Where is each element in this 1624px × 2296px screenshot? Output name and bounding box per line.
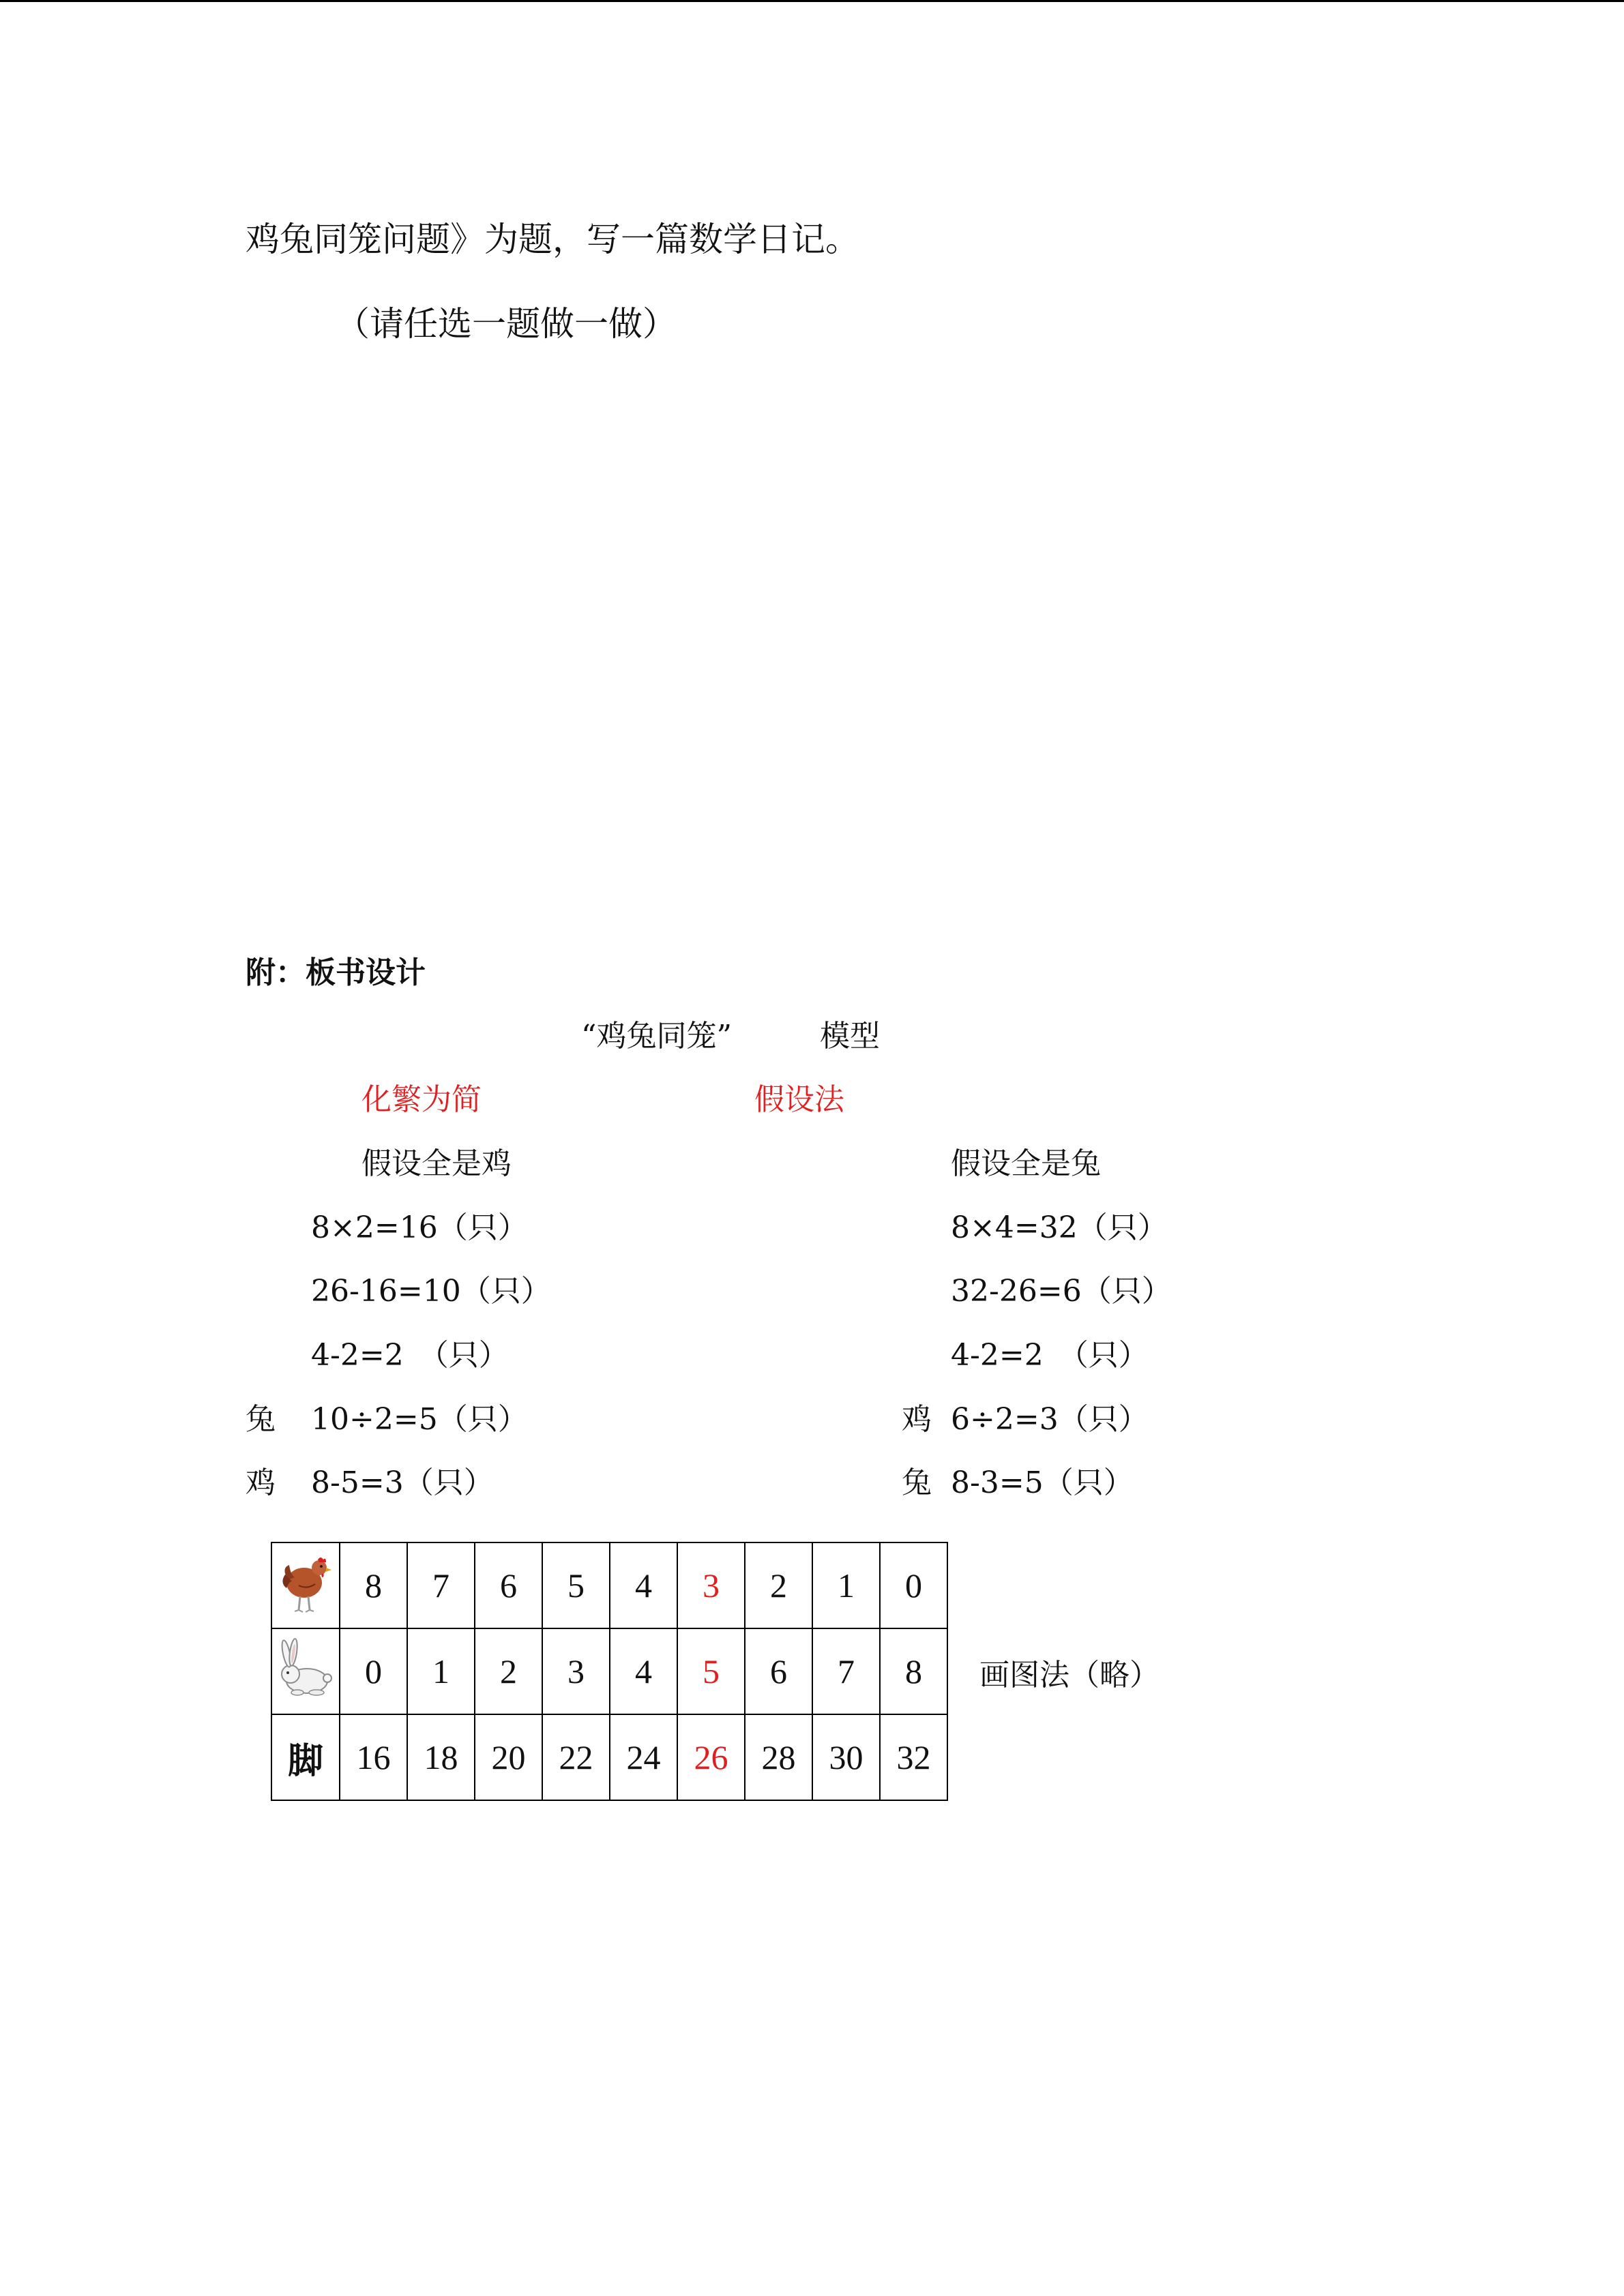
left-step-4: 10÷2=5（只） [311,1402,528,1437]
feet-count-cell: 28 [745,1714,812,1800]
rabbit-count-cell: 1 [407,1628,475,1714]
right-label-chicken: 鸡 [902,1402,932,1437]
table-row-feet [271,1714,947,1800]
left-label-rabbit: 兔 [246,1402,276,1437]
right-step-1: 8×4=32（只） [951,1210,1168,1245]
feet-count-cell: 32 [880,1714,947,1800]
chicken-count-cell: 4 [610,1542,677,1628]
intro-line-2: （请任选一题做一做） [336,304,677,344]
right-assumption: 假设全是兔 [951,1146,1101,1181]
right-label-rabbit: 兔 [902,1465,932,1500]
rabbit-count-cell: 0 [340,1628,407,1714]
rabbit-count-cell-highlighted: 5 [677,1628,745,1714]
rabbit-icon [277,1635,334,1700]
rabbit-count-cell: 7 [812,1628,880,1714]
feet-count-cell: 30 [812,1714,880,1800]
left-label-chicken: 鸡 [246,1465,276,1500]
board-heading: 附：板书设计 [246,955,426,990]
left-step-1: 8×2=16（只） [311,1210,528,1245]
left-step-2: 26-16=10（只） [311,1274,551,1309]
chicken-count-cell: 5 [542,1542,610,1628]
rabbit-count-cell: 6 [745,1628,812,1714]
rabbit-icon-cell [271,1628,340,1714]
right-step-5: 8-3=5（只） [951,1465,1134,1500]
rabbit-count-cell: 3 [542,1628,610,1714]
feet-count-cell: 24 [610,1714,677,1800]
rabbit-count-cell: 2 [475,1628,542,1714]
chicken-count-cell: 6 [475,1542,542,1628]
board-title-model: 模型 [820,1019,880,1054]
right-step-4: 6÷2=3（只） [951,1402,1149,1437]
feet-count-cell-highlighted: 26 [677,1714,745,1800]
board-title-quote: “鸡兔同笼” [581,1019,732,1054]
chicken-count-cell: 1 [812,1542,880,1628]
chicken-count-cell: 2 [745,1542,812,1628]
left-step-3: 4-2=2 （只） [311,1338,509,1373]
feet-count-cell: 18 [407,1714,475,1800]
right-step-2: 32-26=6（只） [951,1274,1172,1309]
chicken-count-cell-highlighted: 3 [677,1542,745,1628]
feet-count-cell: 20 [475,1714,542,1800]
feet-label: 脚 [271,1714,340,1800]
drawing-method-note: 画图法（略） [979,1658,1160,1693]
rabbit-count-cell: 8 [880,1628,947,1714]
table-row-rabbits [271,1628,947,1714]
right-method-label: 假设法 [754,1082,844,1117]
chicken-count-cell: 7 [407,1542,475,1628]
left-method-label: 化繁为简 [361,1082,482,1117]
table-row-chickens [271,1542,947,1628]
chicken-count-cell: 0 [880,1542,947,1628]
left-step-5: 8-5=3（只） [311,1465,494,1500]
feet-count-cell: 22 [542,1714,610,1800]
rabbit-count-cell: 4 [610,1628,677,1714]
page-top-border [0,0,1624,2]
chicken-icon-cell [271,1542,340,1628]
intro-line-1: 鸡兔同笼问题》为题，写一篇数学日记。 [246,220,859,259]
chicken-count-cell: 8 [340,1542,407,1628]
chicken-icon [278,1547,333,1615]
left-assumption: 假设全是鸡 [361,1146,512,1181]
enumeration-table [271,1542,948,1801]
feet-count-cell: 16 [340,1714,407,1800]
right-step-3: 4-2=2 （只） [951,1338,1149,1373]
